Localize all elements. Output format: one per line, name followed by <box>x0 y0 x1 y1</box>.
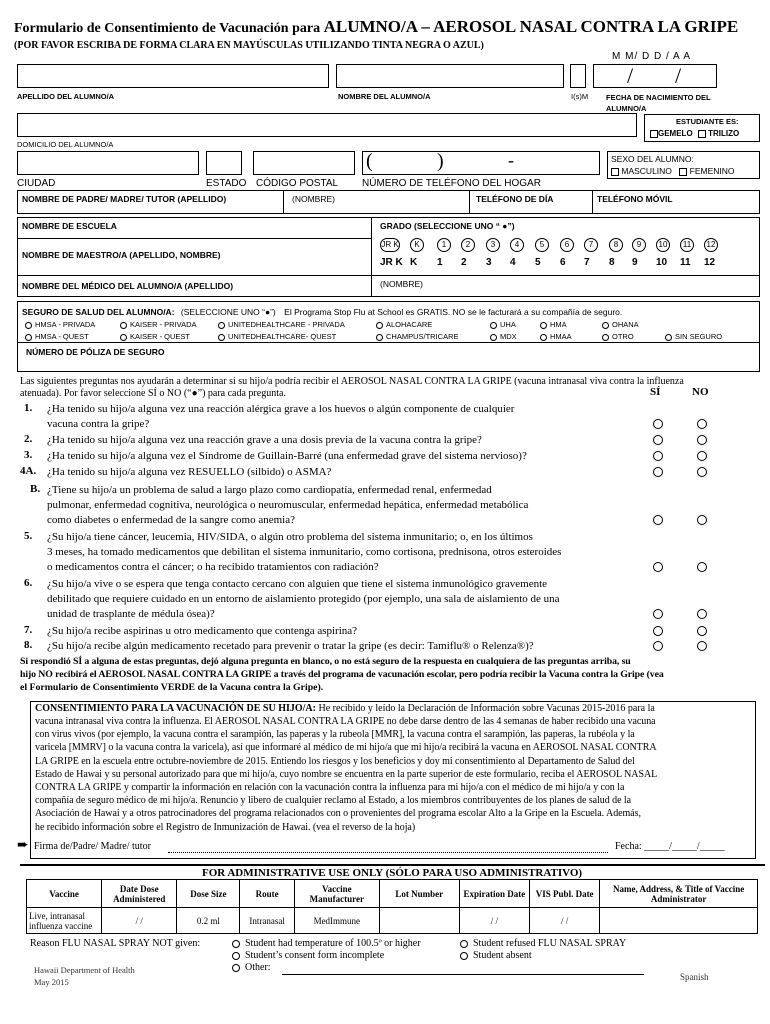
address-field[interactable] <box>17 113 637 137</box>
female-checkbox[interactable] <box>679 168 687 176</box>
admin-header-cell: Expiration Date <box>459 880 529 908</box>
reason-left-0[interactable] <box>232 938 421 949</box>
no-radio[interactable] <box>697 626 707 636</box>
question-text: debilitado que requiere cuidado en un entorno de aislamiento protegido (por ejemplo, una sala de aislamiento de una <box>47 593 560 605</box>
grade-option-11[interactable]: 11 <box>680 238 694 252</box>
insurance-option-r1-3[interactable] <box>376 320 432 329</box>
yes-radio[interactable] <box>653 451 663 461</box>
consent-line-0 <box>35 703 655 714</box>
grade-label-7: 7 <box>584 257 590 268</box>
question-text: 3 meses, ha tomado medicamentos que debilitan el sistema inmunitario, como cortisona, prednisona, otros esteroides <box>47 546 562 558</box>
yes-radio[interactable] <box>653 435 663 445</box>
insurance-option-r2-0[interactable] <box>25 332 89 341</box>
footer-dept: Hawaii Department of Health <box>34 965 135 975</box>
no-radio[interactable] <box>697 609 707 619</box>
reason-left-1[interactable] <box>232 950 384 961</box>
grade-option-8[interactable]: 8 <box>609 238 623 252</box>
school-divider-h2 <box>17 275 760 276</box>
mobile-label: TELÉFONO MÓVIL <box>597 194 673 204</box>
admin-header-cell: Lot Number <box>379 880 459 908</box>
reason-label-text: Student’s consent form incomplete <box>245 950 385 961</box>
grade-option-jrk[interactable]: JR K <box>380 238 400 252</box>
no-radio[interactable] <box>697 435 707 445</box>
admin-header-cell: Name, Address, & Title of Vaccine Administrator <box>600 880 758 908</box>
admin-data-cell: Live, intranasal influenza vaccine <box>27 908 102 934</box>
no-radio[interactable] <box>697 467 707 477</box>
insurance-radio-icon[interactable] <box>25 334 32 341</box>
no-radio[interactable] <box>697 419 707 429</box>
admin-data-cell: MedImmune <box>294 908 379 934</box>
question-number: 7. <box>24 624 33 636</box>
insurance-radio-icon[interactable] <box>25 322 32 329</box>
grade-option-1[interactable]: 1 <box>437 238 451 252</box>
zip-label: CÓDIGO POSTAL <box>256 178 339 189</box>
warning-line-1: Si respondió SÍ a alguna de estas preguntas, dejó alguna pregunta en blanco, o no está seguro de la respuesta en cualquiera de las preguntas arriba, su <box>20 656 631 667</box>
yes-radio[interactable] <box>653 419 663 429</box>
reason-left-2[interactable] <box>232 962 271 973</box>
insurance-option-r2-3[interactable] <box>376 332 459 341</box>
reason-right-0[interactable] <box>460 938 626 949</box>
grade-label-10: 10 <box>656 257 668 268</box>
question-text: ¿Ha tenido su hijo/a alguna vez el Síndrome de Guillain-Barré (una enfermedad grave del sistema nervioso)? <box>47 450 527 462</box>
question-number: 5. <box>24 530 33 542</box>
question-number: 8. <box>24 639 33 651</box>
grade-option-2[interactable]: 2 <box>461 238 475 252</box>
question-number: 3. <box>24 449 33 461</box>
question-text: ¿Ha tenido su hijo/a alguna vez RESUELLO (silbido) o ASMA? <box>47 466 332 478</box>
warning-line-3: el Formulario de Consentimiento VERDE de la Vacuna contra la Gripe). <box>20 682 324 693</box>
grade-option-6[interactable]: 6 <box>560 238 574 252</box>
reason-right-1[interactable] <box>460 950 532 961</box>
question-text: ¿Su hijo/a recibe algún medicamento recetado para prevenir o tratar la gripe (es decir: Tamiflu® o Relenza®)? <box>47 640 534 652</box>
question-text: o medicamentos contra el cáncer; o ha recibido tratamientos con radiación? <box>47 561 379 573</box>
yes-radio[interactable] <box>653 609 663 619</box>
consent-line-2: con virus vivos (por ejemplo, la vacuna contra el sarampión, las paperas y la rubeola [MMR], la vacuna contra el sarampión, las paperas, la rubéola y la <box>35 729 635 741</box>
admin-top-rule <box>20 864 765 866</box>
insurance-option-label: UNITEDHEALTHCARE- QUEST <box>228 332 337 341</box>
policy-label: NÚMERO DE PÓLIZA DE SEGURO <box>26 347 165 357</box>
consent-line-1: vacuna intranasal viva contra la influenza. El AEROSOL NASAL CONTRA LA GRIPE no debe darse dentro de las 4 semanas de haber recibido una vacuna <box>35 716 656 727</box>
last-name-field[interactable] <box>17 64 329 88</box>
date-label[interactable]: Fecha: _____/_____/_____ <box>615 841 725 852</box>
other-line[interactable] <box>282 974 644 975</box>
middle-initial-field[interactable] <box>570 64 586 88</box>
insurance-radio-icon[interactable] <box>540 322 547 329</box>
reason-label-text: Other: <box>245 962 271 973</box>
insurance-radio-icon[interactable] <box>490 334 497 341</box>
admin-data-cell[interactable] <box>600 908 758 934</box>
first-name-label: NOMBRE DEL ALUMNO/A <box>338 92 431 101</box>
admin-data-cell: / / <box>459 908 529 934</box>
mi-label: I(s)M <box>571 92 589 101</box>
insurance-radio-icon[interactable] <box>490 322 497 329</box>
insurance-option-label: HMSA - QUEST <box>35 332 89 341</box>
doctor-first-label: (NOMBRE) <box>380 279 423 289</box>
consent-line-6: CONTRA LA GRIPE y compartir la información en relación con la vacunación contra la influenza para mi hijo/a con el médico de mi hijo/a y con la <box>35 782 625 793</box>
consent-line-9: he recibido información sobre el Registro de Inmunización de Hawai. (vea el reverso de la hoja) <box>35 821 416 833</box>
grade-label-9: 9 <box>632 257 638 268</box>
insurance-option-label: KAISER - QUEST <box>130 332 191 341</box>
insurance-option-r1-4[interactable] <box>490 320 516 329</box>
parent-row-divider-3 <box>592 190 593 214</box>
insurance-option-label: HMSA - PRIVADA <box>35 320 96 329</box>
grade-option-10[interactable]: 10 <box>656 238 670 252</box>
insurance-option-label: UNITEDHEALTHCARE - PRIVADA <box>228 320 345 329</box>
insurance-option-label: KAISER - PRIVADA <box>130 320 197 329</box>
grade-label-6: 6 <box>560 257 566 268</box>
consent-line-8: Asociación de Hawai y a otros patrocinadores del programa relacionados con o provenientes del programa escolar Alto a la Gripe en la Escuela. Además, <box>35 808 641 820</box>
school-label: NOMBRE DE ESCUELA <box>22 221 117 231</box>
dob-format: M M/ D D / A A <box>612 51 692 62</box>
grade-label-1: 1 <box>437 257 443 268</box>
insurance-option-label: HMAA <box>550 332 572 341</box>
insurance-option-r2-7[interactable] <box>665 332 722 341</box>
city-label: CIUDAD <box>17 178 56 189</box>
phone-paren-open: ( <box>366 150 373 172</box>
phone-paren-close: ) <box>437 150 444 172</box>
reason-radio-icon[interactable] <box>460 940 468 948</box>
dob-slash-2: / <box>675 63 682 88</box>
yes-header: SÍ <box>650 386 661 398</box>
insurance-option-r1-0[interactable] <box>25 320 95 329</box>
grade-option-k[interactable]: K <box>410 238 424 252</box>
insurance-option-r1-2[interactable] <box>218 320 345 329</box>
question-number: 4A. <box>20 465 37 477</box>
insurance-radio-icon[interactable] <box>602 322 609 329</box>
consent-line-5: Estado de Hawai y su personal autorizado para que mi hijo/a, cuyo nombre se encuentra en la parte superior de este formulario, reciba el AEROSOL NASAL <box>35 768 658 780</box>
admin-data-cell[interactable] <box>379 908 459 934</box>
insurance-radio-icon[interactable] <box>540 334 547 341</box>
yes-radio[interactable] <box>653 467 663 477</box>
question-number: 2. <box>24 433 33 445</box>
twin-option[interactable]: GEMELO TRILIZO <box>650 129 739 138</box>
question-text: ¿Su hijo/a tiene cáncer, leucemia, HIV/SIDA, o algún otro problema del sistema inmunitario; o, en los últimos <box>47 531 533 543</box>
home-phone-label: NÚMERO DE TELÉFONO DEL HOGAR <box>362 178 541 189</box>
consent-line-7: compañía de seguro médico de mi hijo/a. Renuncio y libero de cualquier reclamo al Estado, a los miembros contribuyentes de los planes de salud de la <box>35 795 632 807</box>
insurance-radio-icon[interactable] <box>218 322 225 329</box>
question-text: como diabetes o enfermedad de la sangre como anemia? <box>47 514 295 526</box>
form-title <box>14 17 764 37</box>
admin-header-cell: Dose Size <box>177 880 240 908</box>
insurance-program-note: El Programa Stop Flu at School es GRATIS. NO se le facturará a su compañía de seguro. <box>284 307 623 317</box>
insurance-radio-icon[interactable] <box>376 322 383 329</box>
question-text: ¿Ha tenido su hijo/a alguna vez una reacción alérgica grave a los huevos o algún componente de cualquier <box>47 403 515 415</box>
reason-radio-icon[interactable] <box>232 964 240 972</box>
grade-label-5: 5 <box>535 257 541 268</box>
first-name-field[interactable] <box>336 64 564 88</box>
city-field[interactable] <box>17 151 199 175</box>
grade-label-jrk: JR K <box>380 257 403 268</box>
insurance-option-r2-6[interactable] <box>602 332 634 341</box>
warning-line-2: hijo NO recibirá el AEROSOL NASAL CONTRA LA GRIPE a través del programa de vacunación escolar, pero podría recibir la Vacuna contra la Gripe (vea <box>20 669 664 680</box>
grade-label-2: 2 <box>461 257 467 268</box>
no-radio[interactable] <box>697 641 707 651</box>
insurance-radio-icon[interactable] <box>376 334 383 341</box>
insurance-select-one: (SELECCIONE UNO “●”) <box>180 307 276 317</box>
insurance-option-label: SIN SEGURO <box>675 332 723 341</box>
signature-label: Firma de/Padre/ Madre/ tutor <box>34 841 151 852</box>
admin-header-cell: Vaccine Manufacturer <box>294 880 379 908</box>
consent-line-4: LA GRIPE en la escuela entre octubre-noviembre de 2015. Entiendo los riesgos y los beneficios y doy mi consentimiento al Departamento de Salud del <box>35 755 635 767</box>
admin-table <box>26 879 758 934</box>
insurance-radio-icon[interactable] <box>120 334 127 341</box>
dob-slash-1: / <box>627 63 634 88</box>
yes-radio[interactable] <box>653 626 663 636</box>
insurance-option-label: ALOHACARE <box>386 320 433 329</box>
insurance-option-label: OTRO <box>612 332 634 341</box>
school-divider-v <box>371 217 372 297</box>
last-name-label: APELLIDO DEL ALUMNO/A <box>17 92 115 101</box>
question-number: 6. <box>24 577 33 589</box>
insurance-option-label: UHA <box>500 320 516 329</box>
no-radio[interactable] <box>697 562 707 572</box>
grade-label-8: 8 <box>609 257 615 268</box>
insurance-option-r2-5[interactable] <box>540 332 572 341</box>
question-text: ¿Su hijo/a vive o se espera que tenga contacto cercano con alguien que tiene el sistema inmunológico gravemente <box>47 578 548 590</box>
insurance-option-r1-6[interactable] <box>602 320 639 329</box>
insurance-radio-icon[interactable] <box>602 334 609 341</box>
yes-radio[interactable] <box>653 641 663 651</box>
questions-intro-1: Las siguientes preguntas nos ayudarán a determinar si su hijo/a podría recibir el AEROSOL NASAL CONTRA LA GRIPE (vacuna intranasal viva contra la influenza <box>20 376 684 387</box>
home-phone-field[interactable] <box>362 151 600 175</box>
insurance-option-r2-4[interactable] <box>490 332 517 341</box>
question-text: ¿Su hijo/a recibe aspirinas u otro medicamento que contenga aspirina? <box>47 625 358 637</box>
reason-radio-icon[interactable] <box>232 940 240 948</box>
reason-label-text: Student had temperature of 100.5º or higher <box>245 938 421 949</box>
reason-label-text: Student absent <box>473 950 532 961</box>
reason-label-text: Student refused FLU NASAL SPRAY <box>473 938 627 949</box>
grade-option-3[interactable]: 3 <box>486 238 500 252</box>
phone-dash: - <box>508 150 514 170</box>
grade-label-11: 11 <box>680 257 691 268</box>
address-label: DOMICILIO DEL ALUMNO/A <box>17 140 114 149</box>
insurance-radio-icon[interactable] <box>218 334 225 341</box>
question-text: ¿Tiene su hijo/a un problema de salud a largo plazo como cardiopatía, enfermedad renal, enfermedad <box>47 484 492 496</box>
grade-label: GRADO (SELECCIONE UNO “ ●”) <box>380 221 515 231</box>
admin-data-cell: Intranasal <box>240 908 295 934</box>
question-text: vacuna contra la gripe? <box>47 418 150 430</box>
grade-label-k: K <box>410 257 418 268</box>
school-divider-h1 <box>17 238 371 239</box>
insurance-divider <box>17 342 760 343</box>
consent-first-line: He recibido y leído la Declaración de Información sobre Vacunas 2015-2016 para la <box>318 703 655 714</box>
parent-name-label: NOMBRE DE PADRE/ MADRE/ TUTOR (APELLIDO) <box>22 194 227 204</box>
grade-label-3: 3 <box>486 257 492 268</box>
insurance-option-label: MDX <box>500 332 517 341</box>
triplet-checkbox[interactable] <box>698 130 706 138</box>
state-field[interactable] <box>206 151 242 175</box>
admin-data-cell: 0.2 ml <box>177 908 240 934</box>
grade-option-9[interactable]: 9 <box>632 238 646 252</box>
no-radio[interactable] <box>697 451 707 461</box>
admin-header-cell: VIS Publ. Date <box>530 880 600 908</box>
dob-field[interactable] <box>593 64 717 88</box>
grade-option-12[interactable]: 12 <box>704 238 718 252</box>
grade-option-7[interactable]: 7 <box>584 238 598 252</box>
admin-title: FOR ADMINISTRATIVE USE ONLY (SÓLO PARA USO ADMINISTRATIVO) <box>202 867 583 879</box>
day-phone-label: TELÉFONO DE DÍA <box>476 194 554 204</box>
male-checkbox[interactable] <box>611 168 619 176</box>
signature-line[interactable] <box>168 852 608 853</box>
insurance-radio-icon[interactable] <box>120 322 127 329</box>
grade-label-12: 12 <box>704 257 716 268</box>
teacher-label: NOMBRE DE MAESTRO/A (APELLIDO, NOMBRE) <box>22 250 221 260</box>
zip-field[interactable] <box>253 151 355 175</box>
admin-header-cell: Date Dose Administered <box>102 880 177 908</box>
doctor-label: NOMBRE DEL MÉDICO DEL ALUMNO/A (APELLIDO) <box>22 281 234 291</box>
form-subtitle: (POR FAVOR ESCRIBA DE FORMA CLARA EN MAYÚSCULAS UTILIZANDO TINTA NEGRA O AZUL) <box>14 40 484 51</box>
insurance-option-r2-2[interactable] <box>218 332 336 341</box>
sex-options: MASCULINO FEMENINO <box>611 166 735 176</box>
consent-title: CONSENTIMIENTO PARA LA VACUNACIÓN DE SU HIJO/A: <box>35 703 319 714</box>
question-text: pulmonar, enfermedad cognitiva, neurológica o neuromuscular, enfermedad hepática, enfermedad metabólica <box>47 499 529 511</box>
consent-line-3: varicela [MMRV] o la vacuna contra la varicela), así que informaré al médico de mi hijo/a que mi hijo/a recibirá la vacuna en AEROSOL NASAL CONTRA <box>35 742 657 754</box>
insurance-option-label: OHANA <box>612 320 639 329</box>
no-header: NO <box>692 386 709 398</box>
insurance-option-r1-5[interactable] <box>540 320 567 329</box>
admin-header-cell: Route <box>240 880 295 908</box>
insurance-header <box>22 307 622 317</box>
admin-data-cell: / / <box>530 908 600 934</box>
footer-date: May 2015 <box>34 977 69 987</box>
parent-row-divider-2 <box>469 190 470 214</box>
dob-label: FECHA DE NACIMIENTO DEL ALUMNO/A <box>606 93 711 113</box>
insurance-radio-icon[interactable] <box>665 334 672 341</box>
reason-radio-icon[interactable] <box>460 952 468 960</box>
insurance-option-r2-1[interactable] <box>120 332 190 341</box>
yes-radio[interactable] <box>653 562 663 572</box>
twin-checkbox[interactable] <box>650 130 658 138</box>
sex-label: SEXO DEL ALUMNO: <box>611 154 694 164</box>
student-is-label: ESTUDIANTE ES: <box>676 117 739 126</box>
insurance-option-label: CHAMPUS/TRICARE <box>386 332 459 341</box>
reason-label: Reason FLU NASAL SPRAY NOT given: <box>30 938 201 949</box>
no-radio[interactable] <box>697 515 707 525</box>
parent-row-divider-1 <box>283 190 284 214</box>
question-text: unidad de trasplante de médula ósea)? <box>47 608 215 620</box>
question-number: B. <box>30 483 41 495</box>
insurance-title: SEGURO DE SALUD DEL ALUMNO/A: <box>22 307 175 317</box>
question-number: 1. <box>24 402 33 414</box>
footer-language: Spanish <box>680 972 709 982</box>
grade-option-5[interactable]: 5 <box>535 238 549 252</box>
grade-label-4: 4 <box>510 257 516 268</box>
insurance-option-label: HMA <box>550 320 567 329</box>
grade-option-4[interactable]: 4 <box>510 238 524 252</box>
parent-first-label: (NOMBRE) <box>292 194 335 204</box>
admin-data-cell[interactable]: / / <box>102 908 177 934</box>
question-text: ¿Ha tenido su hijo/a alguna vez una reacción grave a una dosis previa de la vacuna contra la gripe? <box>47 434 482 446</box>
yes-radio[interactable] <box>653 515 663 525</box>
admin-header-cell: Vaccine <box>27 880 102 908</box>
state-label: ESTADO <box>206 178 247 189</box>
title-prefix: Formulario de Consentimiento de Vacunación para <box>14 21 324 36</box>
questions-intro-2: atenuada). Por favor seleccione SÍ o NO (“●”) para cada pregunta. <box>20 388 286 399</box>
title-big: ALUMNO/A – AEROSOL NASAL CONTRA LA GRIPE <box>323 17 739 36</box>
insurance-option-r1-1[interactable] <box>120 320 197 329</box>
reason-radio-icon[interactable] <box>232 952 240 960</box>
signature-arrow-icon: ➨ <box>17 838 29 853</box>
